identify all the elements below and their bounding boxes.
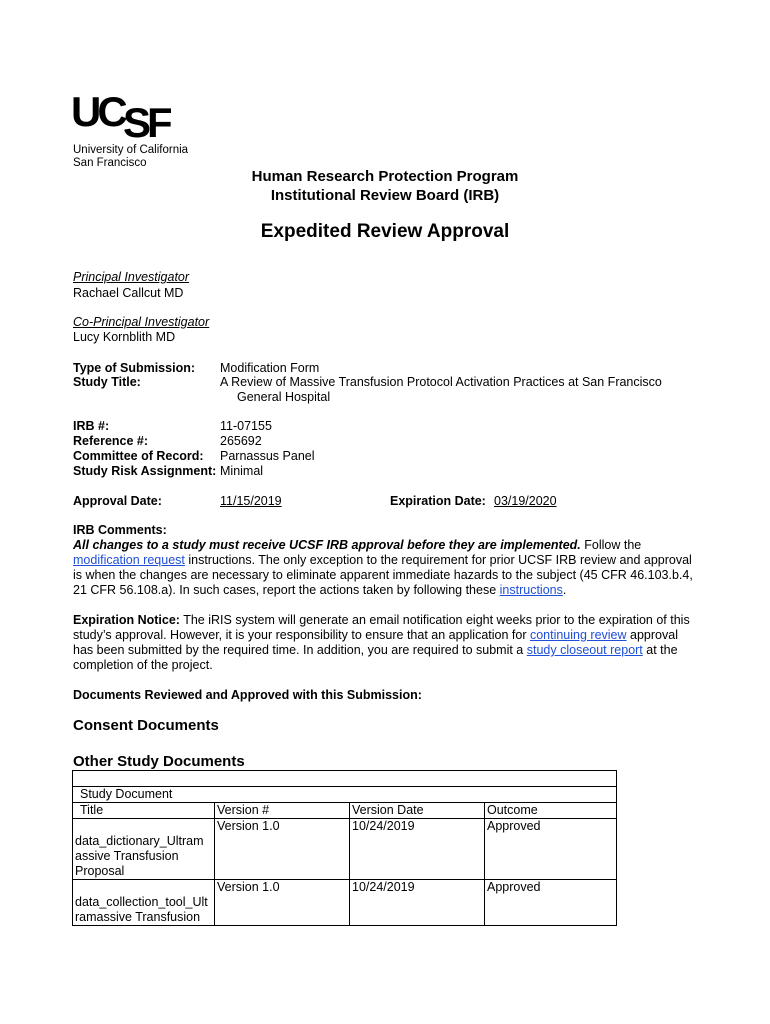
doc-outcome-cell: Approved	[485, 819, 617, 880]
expiration-notice-text: The iRIS system will generate an email notification eight weeks prior to the expiration of this	[179, 613, 690, 627]
reference-value: 265692	[220, 434, 262, 448]
expiration-line3-end: at the	[642, 643, 678, 657]
svg-text:SF: SF	[123, 99, 169, 139]
doc-date-cell: 10/24/2019	[350, 880, 485, 926]
expiration-date-value: 03/19/2020	[494, 494, 557, 508]
documents-heading: Documents Reviewed and Approved with this Submission:	[73, 688, 422, 702]
col-version-header: Version #	[215, 803, 350, 819]
table-spacer-cell	[73, 771, 617, 787]
comments-follow: Follow the	[580, 538, 642, 552]
logo-subtitle-line2: San Francisco	[73, 157, 147, 169]
risk-label: Study Risk Assignment:	[73, 464, 217, 478]
consent-documents-heading: Consent Documents	[73, 717, 219, 734]
svg-text:UC: UC	[71, 89, 124, 135]
doc-title-cell	[73, 819, 215, 880]
submission-type-label: Type of Submission:	[73, 361, 195, 375]
doc-outcome-cell: Approved	[485, 880, 617, 926]
risk-value: Minimal	[220, 464, 264, 478]
expiration-date-label: Expiration Date:	[390, 494, 486, 508]
submission-type-value: Modification Form	[220, 361, 320, 375]
irb-comments-heading: IRB Comments:	[73, 523, 167, 537]
expiration-notice-line3	[73, 643, 678, 658]
program-header	[0, 167, 770, 205]
col-outcome-header: Outcome	[485, 803, 617, 819]
modification-request-link[interactable]: modification request	[73, 553, 185, 567]
copi-name: Lucy Kornblith MD	[73, 330, 176, 344]
irb-comments-line4	[73, 583, 566, 598]
page-title: Expedited Review Approval	[260, 221, 510, 242]
ucsf-logo	[71, 89, 171, 139]
comments-line4-end: .	[562, 583, 567, 597]
doc-date-cell: 10/24/2019	[350, 819, 485, 880]
doc-title-line3: Proposal	[75, 864, 125, 878]
program-name: Human Research Protection Program	[251, 168, 519, 185]
table-row	[73, 880, 617, 926]
study-document-header: Study Document	[73, 787, 617, 803]
reference-label: Reference #:	[73, 434, 149, 448]
doc-version-cell: Version 1.0	[215, 819, 350, 880]
study-title-label: Study Title:	[73, 375, 141, 389]
col-title-header: Title	[73, 803, 215, 819]
doc-version-cell: Version 1.0	[215, 880, 350, 926]
table-row	[73, 819, 617, 880]
documents-table	[72, 770, 617, 926]
study-closeout-report-link[interactable]: study closeout report	[526, 643, 643, 657]
irb-number-value: 11-07155	[220, 419, 272, 433]
instructions-link[interactable]: instructions	[499, 583, 563, 597]
expiration-notice-line2	[73, 628, 678, 643]
study-title-value-line1: A Review of Massive Transfusion Protocol Activation Practices at San Francisco	[220, 375, 662, 389]
doc-title-line2: ramassive Transfusion	[75, 910, 201, 924]
expiration-line3-text: has been submitted by the required time. In addition, you are required to submit a	[73, 643, 527, 657]
comments-line2-text: instructions. The only exception to the requirement for prior UCSF IRB review and approval	[184, 553, 692, 567]
comments-emphasis: All changes to a study must receive UCSF IRB approval before they are implemented.	[73, 538, 581, 552]
expiration-line2-text: study’s approval. However, it is your responsibility to ensure that an application for	[73, 628, 530, 642]
pi-name: Rachael Callcut MD	[73, 286, 184, 300]
expiration-notice-line1	[73, 613, 690, 628]
comments-line4-text: 21 CFR 56.108.a). In such cases, report the actions taken by following these	[73, 583, 500, 597]
col-date-header: Version Date	[350, 803, 485, 819]
expiration-line2-end: approval	[626, 628, 678, 642]
doc-title-cell	[73, 880, 215, 926]
continuing-review-link[interactable]: continuing review	[529, 628, 627, 642]
irb-comments-line2	[73, 553, 692, 568]
approval-date-label: Approval Date:	[73, 494, 162, 508]
committee-label: Committee of Record:	[73, 449, 204, 463]
irb-comments-line1	[73, 538, 641, 553]
study-title-value-line2: General Hospital	[237, 390, 331, 404]
table-header-row	[73, 803, 617, 819]
doc-title-line1: data_dictionary_Ultram	[75, 834, 204, 848]
doc-title-line1: data_collection_tool_Ult	[75, 895, 208, 909]
board-name: Institutional Review Board (IRB)	[270, 187, 500, 204]
table-spacer-row	[73, 771, 617, 787]
doc-title-line2: assive Transfusion	[75, 849, 179, 863]
other-documents-heading: Other Study Documents	[73, 753, 245, 770]
approval-date-value: 11/15/2019	[220, 494, 282, 508]
logo-subtitle-line1: University of California	[73, 144, 189, 156]
expiration-notice-line4: completion of the project.	[73, 658, 213, 672]
irb-comments-line3: is when the changes are necessary to eliminate apparent immediate hazards to the subject (45 CFR 46.103.b.4,	[73, 568, 693, 582]
pi-label: Principal Investigator	[73, 270, 190, 284]
irb-number-label: IRB #:	[73, 419, 110, 433]
table-group-header-row	[73, 787, 617, 803]
copi-label: Co-Principal Investigator	[73, 315, 210, 329]
expiration-notice-label: Expiration Notice:	[73, 613, 180, 627]
committee-value: Parnassus Panel	[220, 449, 315, 463]
